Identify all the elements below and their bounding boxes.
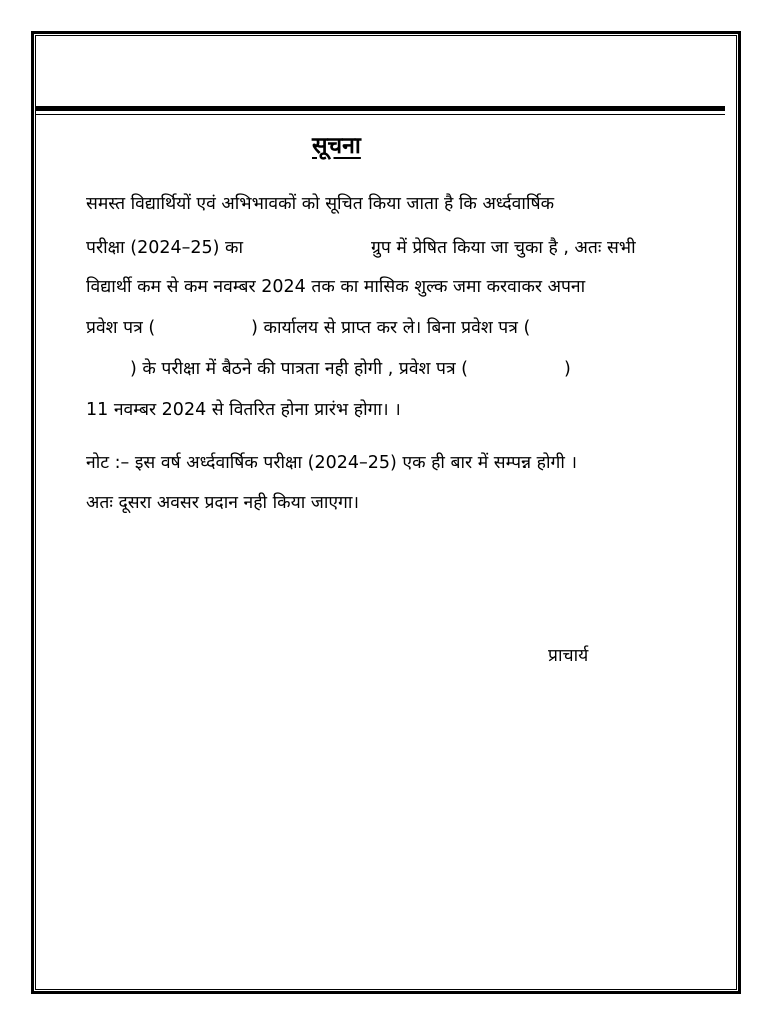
paragraph-line-5-start: ) के परीक्षा में बैठने की पात्रता नही होगी , प्रवेश पत्र ( xyxy=(130,359,469,379)
principal-signature: प्राचार्य xyxy=(548,646,589,666)
paragraph-line-6: 11 नवम्बर 2024 से वितरित होना प्रारंभ होगा। । xyxy=(86,400,401,420)
paragraph-line-4 xyxy=(86,316,530,340)
paragraph-line-2-start: परीक्षा (2024–25) का xyxy=(86,238,244,258)
paragraph-line-4-start: प्रवेश पत्र ( xyxy=(86,318,156,338)
paragraph-line-2 xyxy=(86,236,636,260)
note-line-1: नोट :– इस वर्ष अर्ध्दवार्षिक परीक्षा (2024–25) एक ही बार में सम्पन्न होगी । xyxy=(86,453,578,473)
notice-title: सूचना xyxy=(312,133,361,159)
header-rule-thin xyxy=(35,114,725,115)
paragraph-line-5 xyxy=(130,357,571,381)
paragraph-line-3: विद्यार्थी कम से कम नवम्बर 2024 तक का मासिक शुल्क जमा करवाकर अपना xyxy=(86,277,586,297)
paragraph-line-4-end: ) कार्यालय से प्राप्त कर ले। बिना प्रवेश पत्र ( xyxy=(251,318,531,338)
paragraph-line-1: समस्त विद्यार्थियों एवं अभिभावकों को सूचित किया जाता है कि अर्ध्दवार्षिक xyxy=(86,194,555,214)
header-rule-thick xyxy=(35,106,725,111)
paragraph-line-2-end: ग्रुप में प्रेषित किया जा चुका है , अतः सभी xyxy=(371,238,636,258)
paragraph-line-5-end: ) xyxy=(564,359,571,379)
note-line-2: अतः दूसरा अवसर प्रदान नही किया जाएगा। xyxy=(86,493,360,513)
